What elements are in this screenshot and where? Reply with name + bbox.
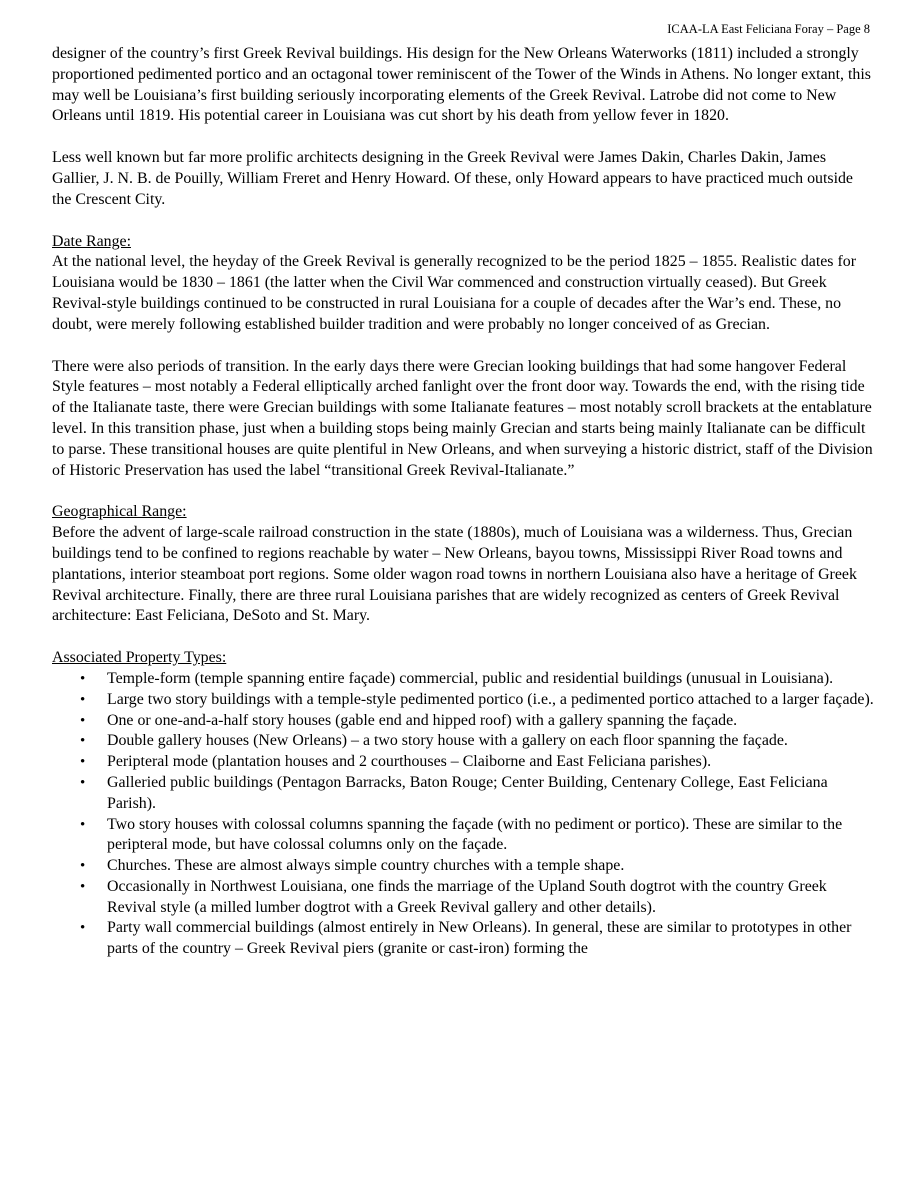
list-item	[80, 731, 874, 752]
bullet-icon: •	[80, 670, 86, 687]
list-item	[80, 669, 874, 690]
running-header: ICAA-LA East Feliciana Foray – Page 8	[667, 22, 870, 36]
bullet-icon: •	[80, 878, 86, 895]
body-text	[52, 44, 874, 981]
bullet-icon: •	[80, 733, 86, 750]
bullet-icon: •	[80, 712, 86, 729]
list-item-text: Party wall commercial buildings (almost entirely in New Orleans). In general, these are similar to prototypes in other parts of the country – Greek Revival piers (granite or cast-iron) forming the	[107, 919, 852, 958]
paragraph-date-range-transition: There were also periods of transition. In the early days there were Grecian looking buildings that had some hangover Federal Style features – most notably a Federal elliptically arched fanlight over the front door way. Towards the end, with the rising tide of the Italianate taste, there were Grecian buildings with some Italianate features – most notably scroll brackets at the entablature level. In this transition phase, just when a building stops being mainly Grecian and starts being mainly Italianate can be difficult to parse. These transitional houses are quite plentiful in New Orleans, and when surveying a historic district, staff of the Division of Historic Preservation has used the label “transitional Greek Revival-Italianate.”	[52, 357, 873, 479]
section-date-range	[52, 232, 874, 482]
list-item-text: Occasionally in Northwest Louisiana, one finds the marriage of the Upland South dogtrot with the country Greek Revival style (a milled lumber dogtrot with a Greek Revival gallery and other details).	[107, 877, 827, 916]
list-item	[80, 856, 874, 877]
list-item-text: Temple-form (temple spanning entire façade) commercial, public and residential buildings (unusual in Louisiana).	[107, 669, 834, 687]
list-item-text: Double gallery houses (New Orleans) – a two story house with a gallery on each floor spanning the façade.	[107, 732, 788, 750]
list-item-text: Galleried public buildings (Pentagon Barracks, Baton Rouge; Center Building, Centenary College, East Feliciana Parish).	[107, 773, 828, 812]
bullet-icon: •	[80, 816, 86, 833]
list-item	[80, 690, 874, 711]
list-item	[80, 711, 874, 732]
section-heading-geographical-range: Geographical Range:	[52, 503, 187, 521]
list-item	[80, 752, 874, 773]
property-types-list	[52, 669, 874, 960]
bullet-icon: •	[80, 858, 86, 875]
section-geographical-range	[52, 502, 874, 627]
section-property-types	[52, 648, 874, 960]
paragraph-architects: Less well known but far more prolific architects designing in the Greek Revival were James Dakin, Charles Dakin, James Gallier, J. N. B. de Pouilly, William Freret and Henry Howard. Of these, only Howard appears to have practiced much outside the Crescent City.	[52, 149, 853, 208]
list-item-text: Large two story buildings with a temple-style pedimented portico (i.e., a pedimented portico attached to a larger façade).	[107, 690, 874, 708]
bullet-icon: •	[80, 754, 86, 771]
section-heading-property-types: Associated Property Types:	[52, 649, 227, 667]
paragraph-geographical-range: Before the advent of large-scale railroad construction in the state (1880s), much of Louisiana was a wilderness. Thus, Grecian buildings tend to be confined to regions reachable by water – New Orleans, bayou towns, Mississippi River Road towns and plantations, interior steamboat port regions. Some older wagon road towns in northern Louisiana also have a heritage of Greek Revival architecture. Finally, there are three rural Louisiana parishes that are widely recognized as centers of Greek Revival architecture: East Feliciana, DeSoto and St. Mary.	[52, 524, 857, 625]
list-item	[80, 773, 874, 815]
list-item	[80, 877, 874, 919]
paragraph-latrobe: designer of the country’s first Greek Revival buildings. His design for the New Orleans Waterworks (1811) included a strongly proportioned pedimented portico and an octagonal tower reminiscent of the Tower of the Winds in Athens. No longer extant, this may well be Louisiana’s first building seriously incorporating elements of the Greek Revival. Latrobe did not come to New Orleans until 1819. His potential career in Louisiana was cut short by his death from yellow fever in 1820.	[52, 45, 871, 125]
list-item-text: One or one-and-a-half story houses (gable end and hipped roof) with a gallery spanning the façade.	[107, 711, 738, 729]
section-heading-date-range: Date Range:	[52, 232, 131, 250]
bullet-icon: •	[80, 691, 86, 708]
bullet-icon: •	[80, 920, 86, 937]
list-item-text: Peripteral mode (plantation houses and 2 courthouses – Claiborne and East Feliciana parishes).	[107, 753, 712, 771]
list-item	[80, 918, 874, 960]
bullet-icon: •	[80, 774, 86, 791]
paragraph-date-range-national: At the national level, the heyday of the Greek Revival is generally recognized to be the period 1825 – 1855. Realistic dates for Louisiana would be 1830 – 1861 (the latter when the Civil War commenced and construction virtually ceased). But Greek Revival-style buildings continued to be constructed in rural Louisiana for a couple of decades after the War’s end. These, no doubt, were merely following established builder tradition and were probably no longer conceived of as Grecian.	[52, 253, 856, 333]
list-item-text: Churches. These are almost always simple country churches with a temple shape.	[107, 857, 625, 875]
list-item-text: Two story houses with colossal columns spanning the façade (with no pediment or portico). These are similar to the peripteral mode, but have colossal columns only on the façade.	[107, 815, 843, 854]
list-item	[80, 815, 874, 857]
